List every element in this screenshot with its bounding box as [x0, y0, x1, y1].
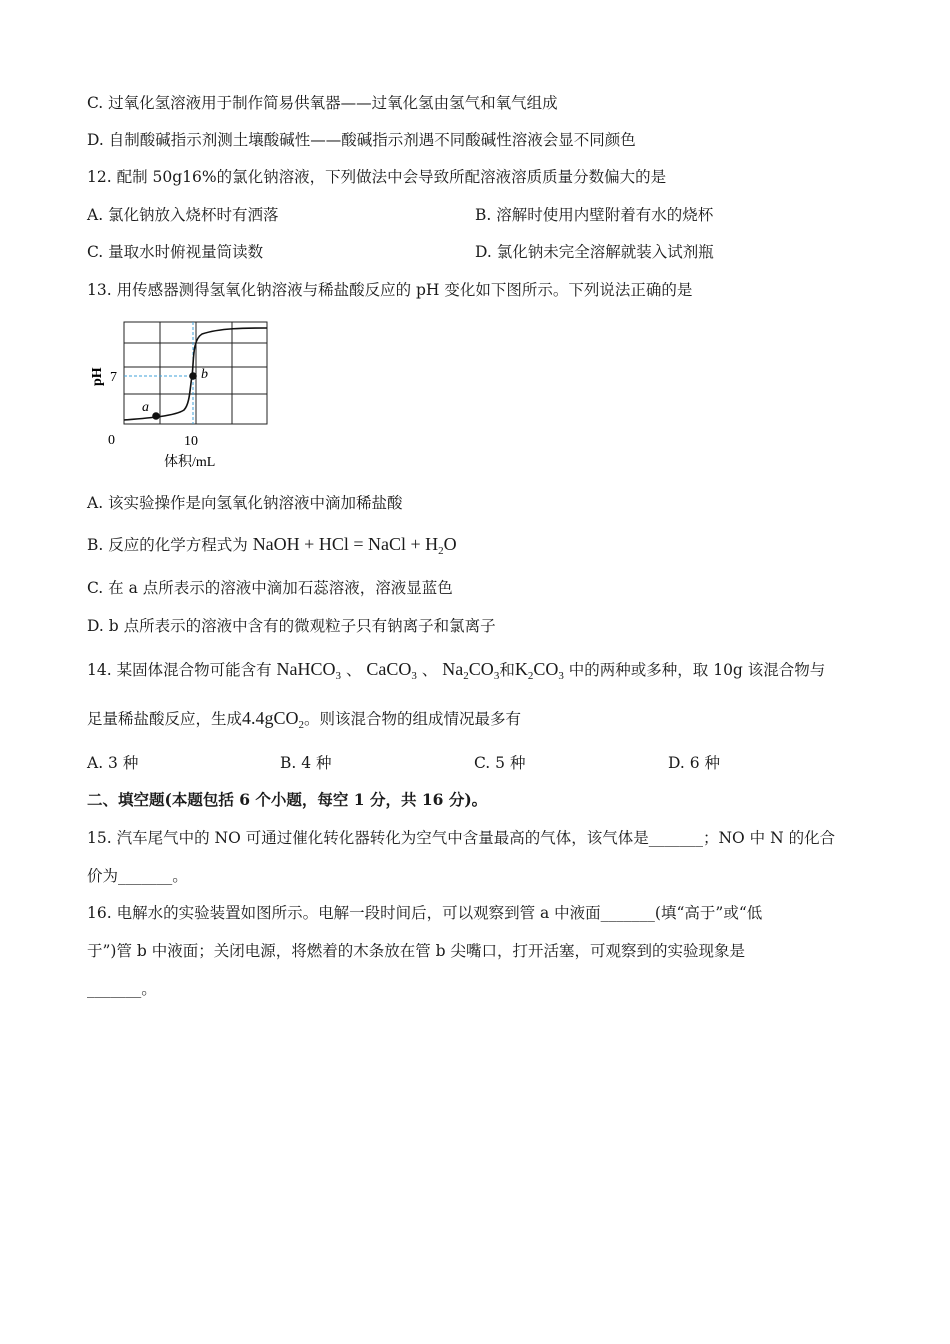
f3a: Na: [442, 659, 464, 679]
ph-chart: [80, 312, 280, 472]
f3a-sub: 2: [463, 670, 469, 682]
f1: NaHCO: [276, 659, 336, 679]
q13-stem: 13. 用传感器测得氢氧化钠溶液与稀盐酸反应的 pH 变化如下图所示。下列说法正确的是: [87, 281, 693, 299]
equation-main: NaOH + HCl = NaCl + H: [252, 534, 439, 554]
y-tick-7: 7: [110, 370, 117, 385]
q13-option-b: [87, 533, 457, 562]
equation-tail: O: [443, 534, 457, 554]
q16-line3: _______。: [87, 980, 157, 998]
point-b: [189, 372, 197, 380]
point-b-label: b: [201, 367, 208, 382]
q14-number: 14. 某固体混合物可能含有: [87, 661, 272, 679]
x-tick-10: 10: [184, 434, 198, 449]
f4b: CO: [533, 659, 559, 679]
co2-sub: 2: [298, 719, 305, 731]
q15-line1: 15. 汽车尾气中的 NO 可通过催化转化器转化为空气中含量最高的气体，该气体是_______；NO 中 N 的化合: [87, 829, 836, 847]
co2-main: 4.4gCO: [242, 708, 299, 728]
q13-option-b-prefix: B. 反应的化学方程式为: [87, 536, 248, 554]
q12-option-b: B. 溶解时使用内壁附着有水的烧杯: [475, 206, 714, 224]
q14-line2-a: 足量稀盐酸反应，生成: [87, 710, 243, 728]
q14-line2: [87, 707, 521, 736]
q14-option-a: A. 3 种: [87, 754, 139, 772]
q15-line2: 价为_______。: [87, 867, 188, 885]
q12-option-a: A. 氯化钠放入烧杯时有洒落: [87, 206, 279, 224]
x-axis-label: 体积/mL: [164, 455, 216, 470]
formula-nahco3: [276, 659, 342, 682]
f4a-sub: 2: [527, 670, 534, 682]
sep2: 、: [421, 661, 438, 679]
q14-line1: [87, 658, 825, 687]
y-axis-label: pH: [90, 367, 105, 386]
point-a-label: a: [142, 400, 149, 415]
q11-option-d: D. 自制酸碱指示剂测土壤酸碱性——酸碱指示剂遇不同酸碱性溶液会显不同颜色: [87, 131, 636, 149]
q14-line1-tail: 中的两种或多种，取 10g 该混合物与: [568, 661, 826, 679]
q13-option-a: A. 该实验操作是向氢氧化钠溶液中滴加稀盐酸: [87, 494, 403, 512]
origin-label: 0: [108, 433, 115, 448]
f2: CaCO: [366, 659, 412, 679]
q14-line2-b: 。则该混合物的组成情况最多有: [304, 710, 522, 728]
f3b: CO: [468, 659, 494, 679]
q13-option-c: C. 在 a 点所表示的溶液中滴加石蕊溶液，溶液显蓝色: [87, 579, 453, 597]
formula-na2co3: [442, 659, 500, 682]
formula-co2: [242, 708, 305, 731]
f2-sub: 3: [411, 670, 417, 682]
section2-heading: 二、填空题(本题包括 6 个小题，每空 1 分，共 16 分)。: [87, 790, 488, 809]
f4a: K: [514, 659, 528, 679]
f3b-sub: 3: [493, 670, 500, 682]
formula-caco3: [366, 659, 417, 682]
q14-option-b: B. 4 种: [280, 754, 332, 772]
q14-option-d: D. 6 种: [668, 754, 721, 772]
q16-line1: 16. 电解水的实验装置如图所示。电解一段时间后，可以观察到管 a 中液面_______(填“高于”或“低: [87, 904, 763, 922]
point-a: [152, 412, 160, 420]
f4b-sub: 3: [558, 670, 564, 682]
equation-sub: 2: [438, 545, 444, 557]
q16-line2: 于”)管 b 中液面；关闭电源，将燃着的木条放在管 b 尖嘴口，打开活塞，可观察到的实验现象是: [87, 942, 746, 960]
q13-option-d: D. b 点所表示的溶液中含有的微观粒子只有钠离子和氯离子: [87, 617, 496, 635]
formula-k2co3: [514, 659, 564, 682]
and-word: 和: [499, 661, 515, 679]
q11-option-c: C. 过氧化氢溶液用于制作简易供氧器——过氧化氢由氢气和氧气组成: [87, 94, 558, 112]
q13-equation: [252, 534, 457, 557]
q12-option-d: D. 氯化钠未完全溶解就装入试剂瓶: [475, 243, 714, 261]
q12-option-c: C. 量取水时俯视量筒读数: [87, 243, 264, 261]
q14-option-c: C. 5 种: [474, 754, 526, 772]
f1-sub: 3: [335, 670, 342, 682]
sep1: 、: [345, 661, 362, 679]
q12-stem: 12. 配制 50g16%的氯化钠溶液，下列做法中会导致所配溶液溶质质量分数偏大的是: [87, 168, 667, 186]
